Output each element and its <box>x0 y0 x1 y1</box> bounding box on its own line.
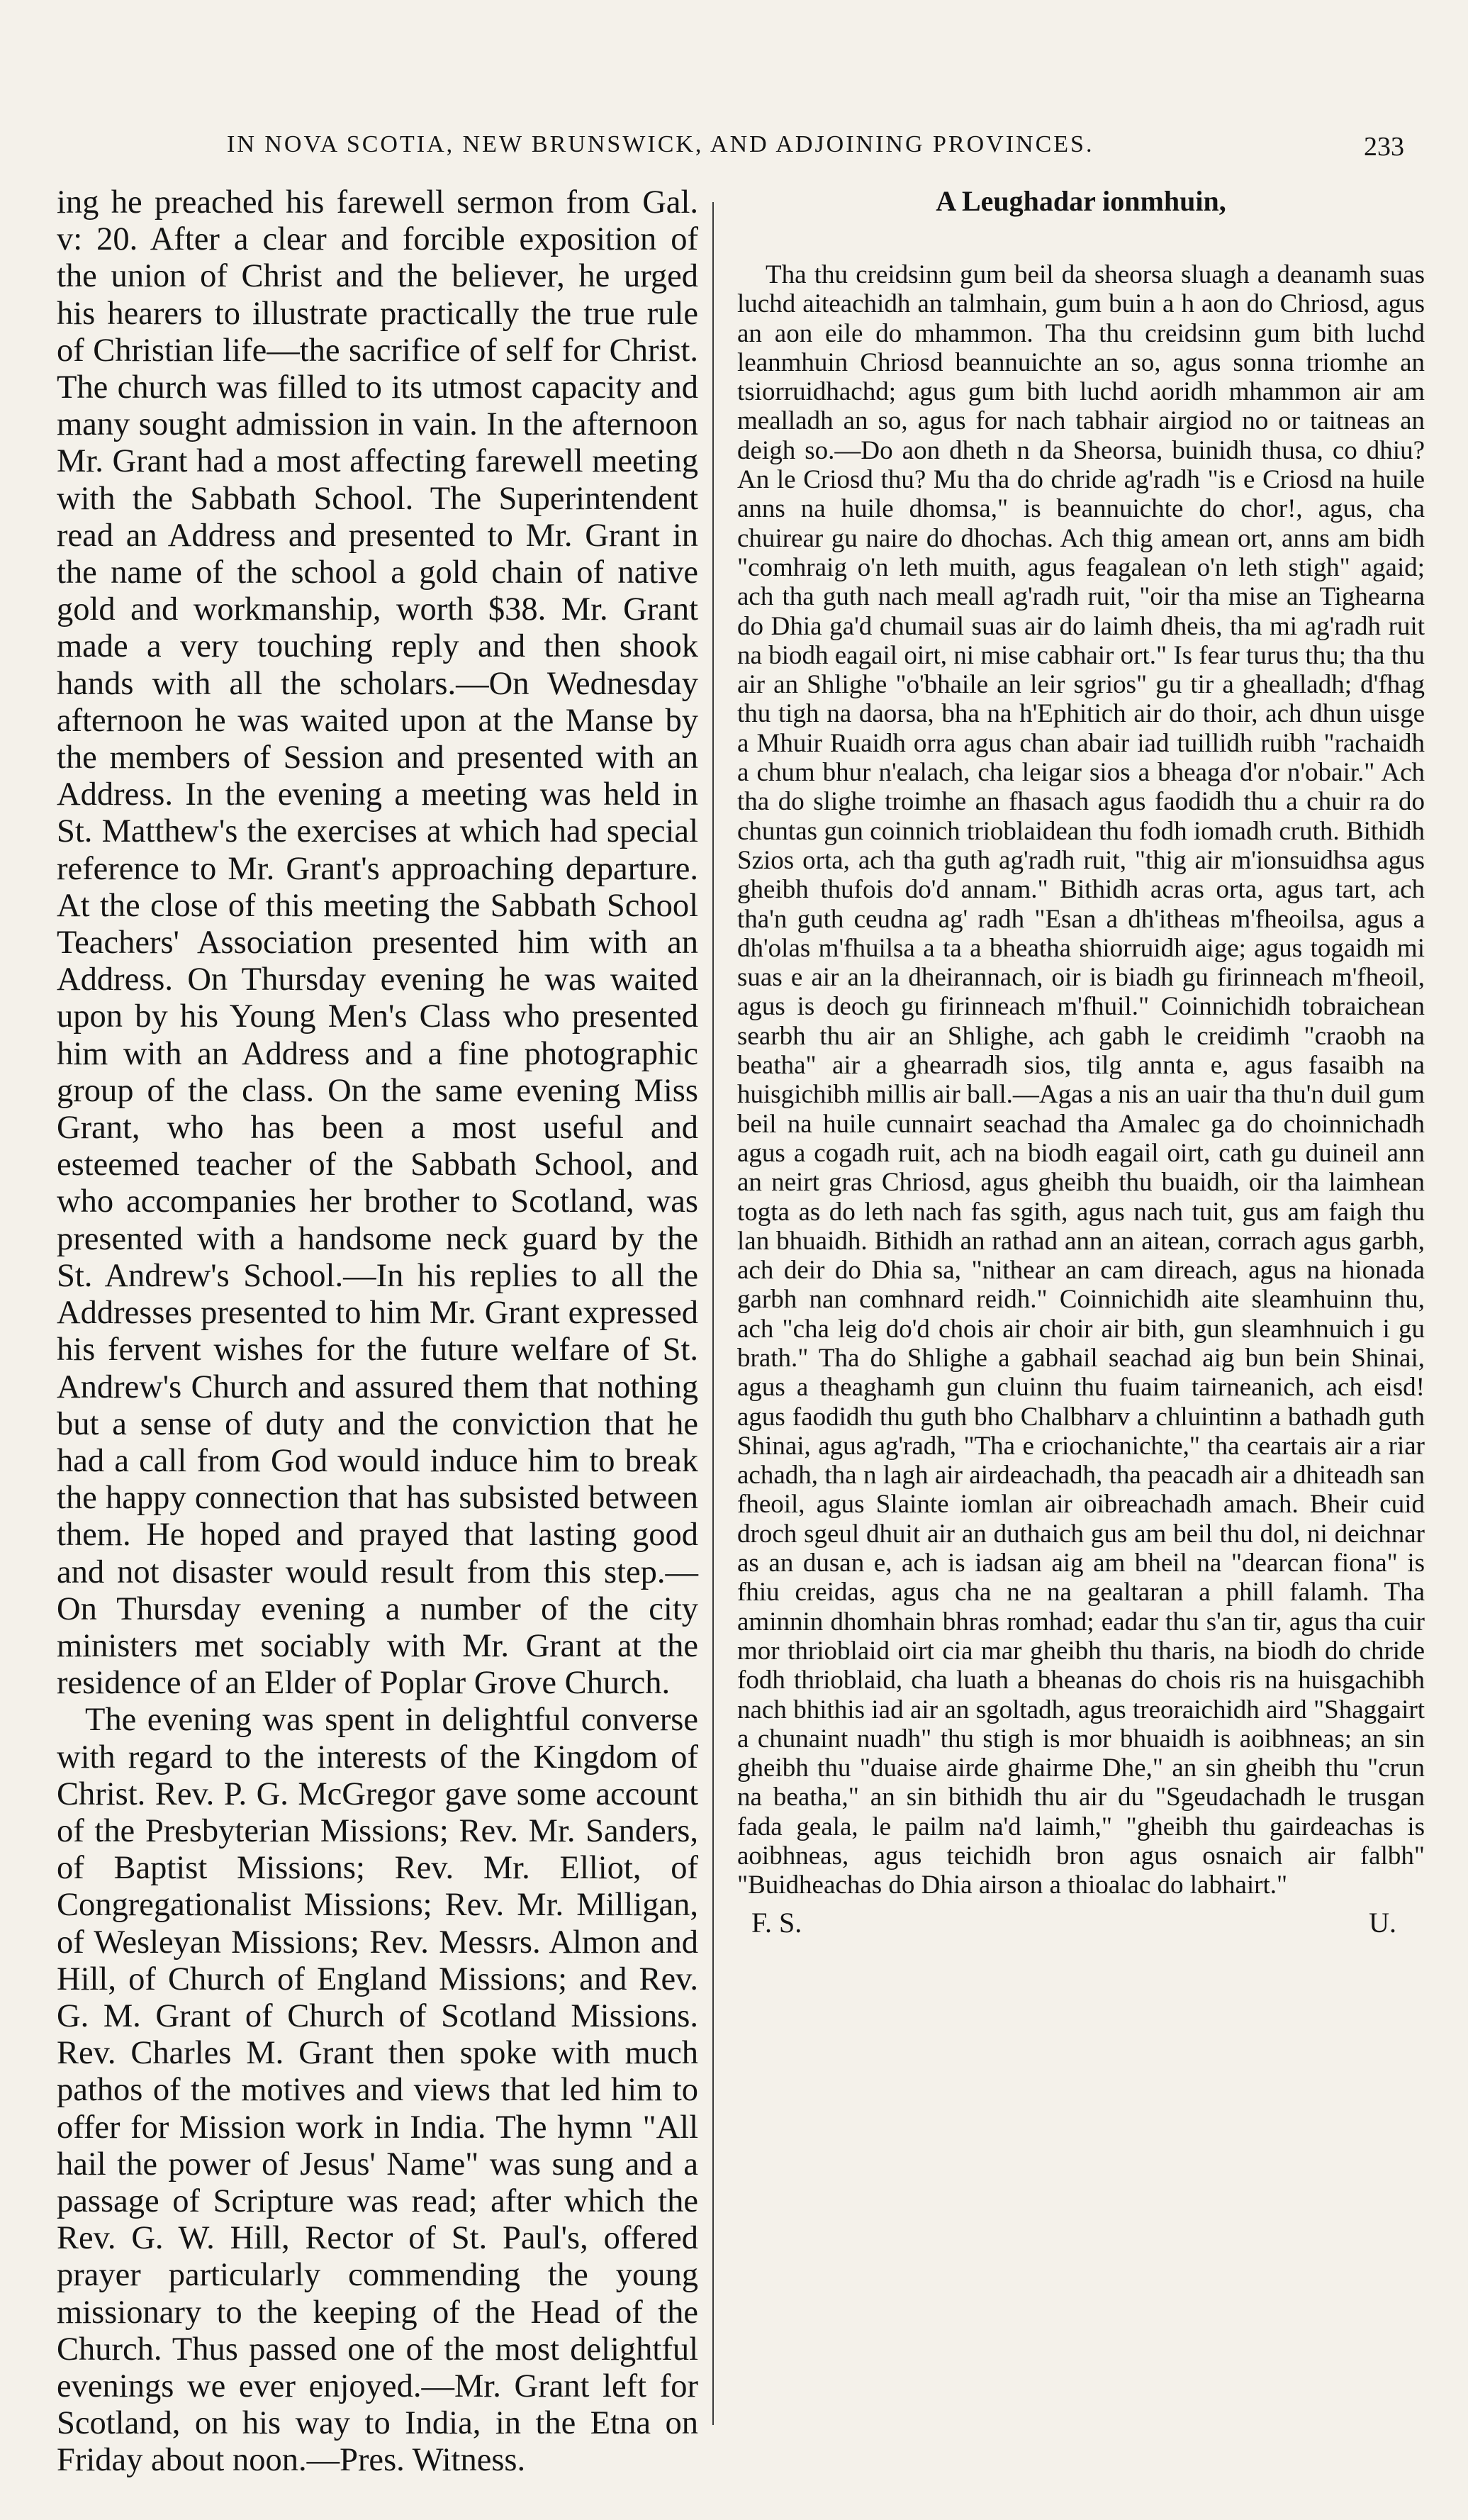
letter-salutation: A Leughadar ionmhuin, <box>936 185 1226 217</box>
right-column <box>737 184 1425 1939</box>
letter-signature <box>737 1906 1425 1939</box>
running-head <box>106 131 1425 174</box>
letter-paragraph: Tha thu creidsinn gum beil da sheorsa sluagh a deanamh suas luchd aiteachidh an talmhain, gum buin a h aon do Chriosd, agus an aon eile do mhammon. Tha thu creidsinn gum bith luchd leanmhuin Chriosd beannuichte an so, agus sonna triomhe an tsiorruidhachd; agus gum bith luchd aoridh mhammon air am mealladh an so, agus for nach tabhair airgiod no or taitneas an deigh so.—Do aon dheth n da Sheorsa, buinidh thusa, co dhiu? An le Criosd thu? Mu tha do chride ag'radh "is e Criosd na huile anns na huile dhomsa," is beannuichte do chor!, agus, cha chuirear gu naire do dhochas. Ach thig amean ort, anns am bidh "comhraig o'n leth muith, agus feagalean o'n leth stigh" agaid; ach tha guth nach meall ag'radh ruit, "oir tha mise an Tighearna do Dhia ga'd chumail suas air do laimh dheis, tha mi ag'radh ruit na biodh eagail oirt, ni mise cabhair ort." Is fear turus thu; tha thu air an Shlighe "o'bhaile an leir sgrios" gu tir a ghealladh; d'fhag thu tigh na daorsa, bha na h'Ephitich air do thoir, ach dhun uisge a Mhuir Ruaidh orra agus chan abair iad tuillidh ruibh "rachaidh a chum bhur n'ealach, cha leigar sios a bheaga d'or n'obair." Ach tha do slighe troimhe an fhasach agus faodidh thu a chuir ra do chuntas gun coinnich trioblaidean thu fodh iomadh cruth. Bithidh Szios orta, ach tha guth ag'radh ruit, "thig air m'ionsuidhsa agus gheibh thufois do'd annam." Bithidh acras orta, agus tart, ach tha'n guth ceudna ag' radh "Esan a dh'itheas m'fheoilsa, agus a dh'olas m'fhuilsa a ta a bheatha shiorruidh aige; agus togaidh mi suas e air an la dheirannach, oir is biadh gu firinneach m'fheoil, agus is deoch gu firinneach m'fhuil." Coinnichidh tobraichean searbh thu air an Shlighe, ach gabh le creidimh "craobh na beatha" air a ghearradh sios, tilg annta e, agus fasaibh na huisgichibh millis air ball.—Agas a nis an uair tha thu'n duil gum beil na huile cunnairt seachad tha Amalec ga do choinnichadh agus a cogadh ruit, ach na biodh eagail oirt, cath gu duineil ann an neirt gras Chriosd, agus gheibh thu buaidh, oir tha laimhean togta as do leth nach fas sgith, agus nach tuit, gus am faigh thu lan bhuaidh. Bithidh an rathad ann an aitean, corrach agus garbh, ach deir do Dhia sa, "nithear an cam direach, agus na hionada garbh nan comhnard reidh." Coinnichidh aite sleamhuinn thu, ach "cha leig do'd chois air choir air bith, gun sleamhnuich i gu brath." Tha do Shlighe a gabhail seachad aig bun bein Shinai, agus a theaghamh gun cluinn thu fuaim tairneanich, ach eisd! agus faodidh thu guth bho Chalbharv a chluintinn a bathadh guth Shinai, agus ag'radh, "Tha e criochanichte," tha ceartais air a riar achadh, tha n lagh air airdeachadh, tha peacadh air a dhiteadh san fheoil, agus Slainte iomlan air oibreachadh amach. Bheir cuid droch sgeul dhuit air an duthaich gus am beil thu dol, ni deichnar as an dusan e, ach is iadsan aig am bheil na "dearcan fiona" is fhiu creidas, agus cha ne na gealtaran a phill falamh. Tha aminnin dhomhain bhras romhad; eadar thu s'an tir, agus tha cuir mor thrioblaid oirt cia mar gheibh thu tharis, na biodh do chride fodh thrioblaid, cha luath a bheanas do chois ris na huisgachibh nach bhithis iad air an sgoltadh, agus treoraichidh aird "Shaggairt a chunaint nuadh" thu stigh is mor bhuaidh is aoibhneas; an sin gheibh thu "duaise airde ghairme Dhe," an sin gheibh thu "crun na beatha," an sin bithidh thu air du "Sgeudachadh le trusgan fada geala, le pailm na'd laimh," "gheibh thu gairdeachas is aoibhneas, agus teichidh bron agus osnaich air falbh" "Buidheachas do Dhia airson a thioalac do labhairt." <box>737 260 1425 1900</box>
left-column <box>57 184 698 2480</box>
article-paragraph: ing he preached his farewell sermon from Gal. v: 20. After a clear and forcible exposition of the union of Christ and the believer, he urged his hearers to illustrate practically the true rule of Christian life—the sacrifice of self for Christ. The church was filled to its utmost capacity and many sought admission in vain. In the afternoon Mr. Grant had a most affecting farewell meeting with the Sabbath School. The Superintendent read an Address and presented to Mr. Grant in the name of the school a gold chain of native gold and workmanship, worth $38. Mr. Grant made a very touching reply and then shook hands with all the scholars.—On Wednesday afternoon he was waited upon at the Manse by the members of Session and presented with an Address. In the evening a meeting was held in St. Matthew's the exercises at which had special reference to Mr. Grant's approaching departure. At the close of this meeting the Sabbath School Teachers' Association presented him with an Address. On Thursday evening he was waited upon by his Young Men's Class who presented him with an Address and a fine photographic group of the class. On the same evening Miss Grant, who has been a most useful and esteemed teacher of the Sabbath School, and who accompanies her brother to Scotland, was presented with a handsome neck guard by the St. Andrew's School.—In his replies to all the Addresses presented to him Mr. Grant expressed his fervent wishes for the future welfare of St. Andrew's Church and assured them that nothing but a sense of duty and the conviction that he had a call from God would induce him to break the happy connection that has subsisted between them. He hoped and prayed that lasting good and not disaster would result from this step.—On Thursday evening a number of the city ministers met sociably with Mr. Grant at the residence of an Elder of Poplar Grove Church. <box>57 184 698 1702</box>
column-divider <box>712 202 714 2425</box>
signature-mark: U. <box>1369 1906 1396 1939</box>
article-paragraph: The evening was spent in delightful converse with regard to the interests of the Kingdom of Christ. Rev. P. G. McGregor gave some account of the Presbyterian Missions; Rev. Mr. Sanders, of Baptist Missions; Rev. Mr. Elliot, of Congregationalist Missions; Rev. Mr. Milligan, of Wesleyan Missions; Rev. Messrs. Almon and Hill, of Church of England Missions; and Rev. G. M. Grant of Church of Scotland Missions. Rev. Charles M. Grant then spoke with much pathos of the motives and views that led him to offer for Mission work in India. The hymn "All hail the power of Jesus' Name" was sung and a passage of Scripture was read; after which the Rev. G. W. Hill, Rector of St. Paul's, offered prayer particularly commending the young missionary to the keeping of the Head of the Church. Thus passed one of the most delightful evenings we ever enjoyed.—Mr. Grant left for Scotland, on his way to India, in the Etna on Friday about noon.—Pres. Witness. <box>57 1702 698 2479</box>
signature-initials: F. S. <box>751 1906 802 1939</box>
page-number: 233 <box>1364 132 1404 162</box>
running-head-title: IN NOVA SCOTIA, NEW BRUNSWICK, AND ADJOINING PROVINCES. <box>227 131 1094 157</box>
